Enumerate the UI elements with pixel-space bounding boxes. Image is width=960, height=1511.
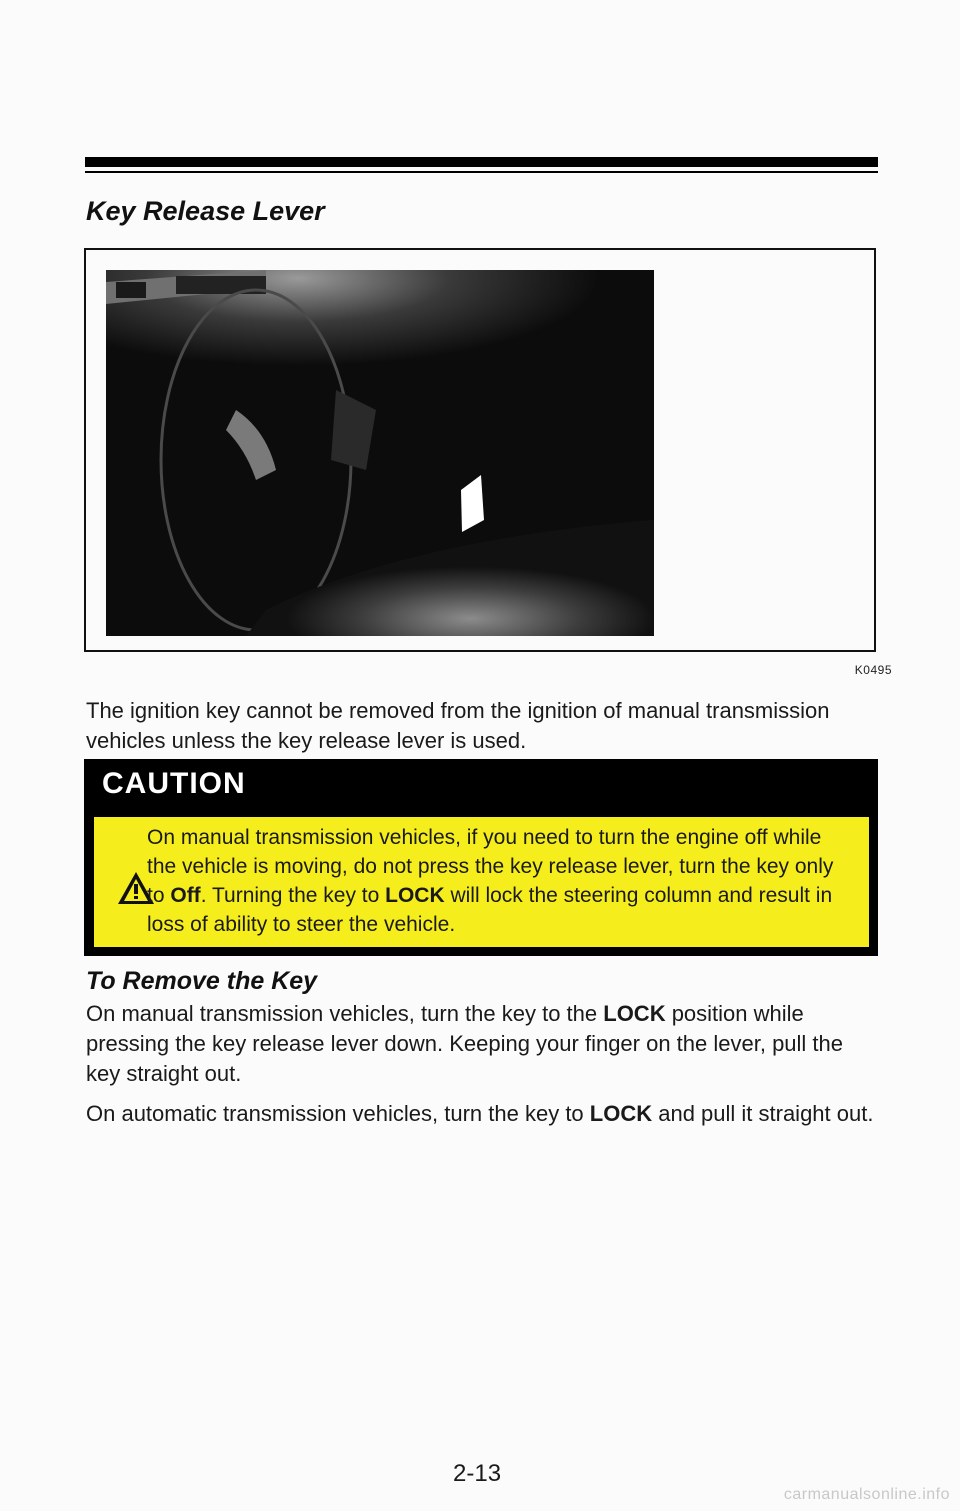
manual-text-a: On manual transmission vehicles, turn the key to the — [86, 1001, 604, 1026]
caution-bold-lock: LOCK — [385, 884, 445, 907]
figure-code: K0495 — [854, 663, 892, 677]
manual-bold-lock: LOCK — [603, 1001, 666, 1026]
caution-text — [147, 823, 847, 939]
caution-bold-off: Off — [170, 884, 201, 907]
top-rule — [85, 157, 878, 167]
automatic-bold-lock: LOCK — [589, 1101, 653, 1126]
automatic-text-b: and pull it straight out. — [652, 1101, 874, 1126]
remove-key-title: To Remove the Key — [86, 967, 318, 995]
caution-text-2: . Turning the key to — [200, 884, 386, 907]
section-title: Key Release Lever — [86, 196, 325, 226]
top-rule-thin — [85, 171, 878, 173]
watermark: carmanualsonline.info — [783, 1486, 950, 1503]
intro-paragraph: The ignition key cannot be removed from the ignition of manual transmission vehicles unless the key release lever is used. — [86, 698, 830, 753]
figure-frame — [84, 248, 876, 652]
photo-illustration — [106, 270, 654, 636]
caution-text-3: will lock the steering column and result in loss of ability to steer the vehicle. — [147, 884, 833, 936]
automatic-text-a: On automatic transmission vehicles, turn the key to — [86, 1101, 590, 1126]
caution-box — [84, 759, 878, 956]
page-number: 2-13 — [453, 1460, 502, 1487]
automatic-remove-paragraph — [86, 1099, 876, 1129]
caution-panel — [94, 817, 869, 947]
manual-remove-paragraph — [86, 999, 876, 1089]
caution-heading: CAUTION — [102, 767, 246, 800]
manual-text-b: position while pressing the key release lever down. Keeping your finger on the lever, pull the key straight out. — [86, 1001, 844, 1086]
caution-text-1: On manual transmission vehicles, if you need to turn the engine off while the vehicle is moving, do not press the key release lever, turn the key only to — [147, 826, 834, 907]
key-release-lever-photo — [106, 270, 654, 636]
